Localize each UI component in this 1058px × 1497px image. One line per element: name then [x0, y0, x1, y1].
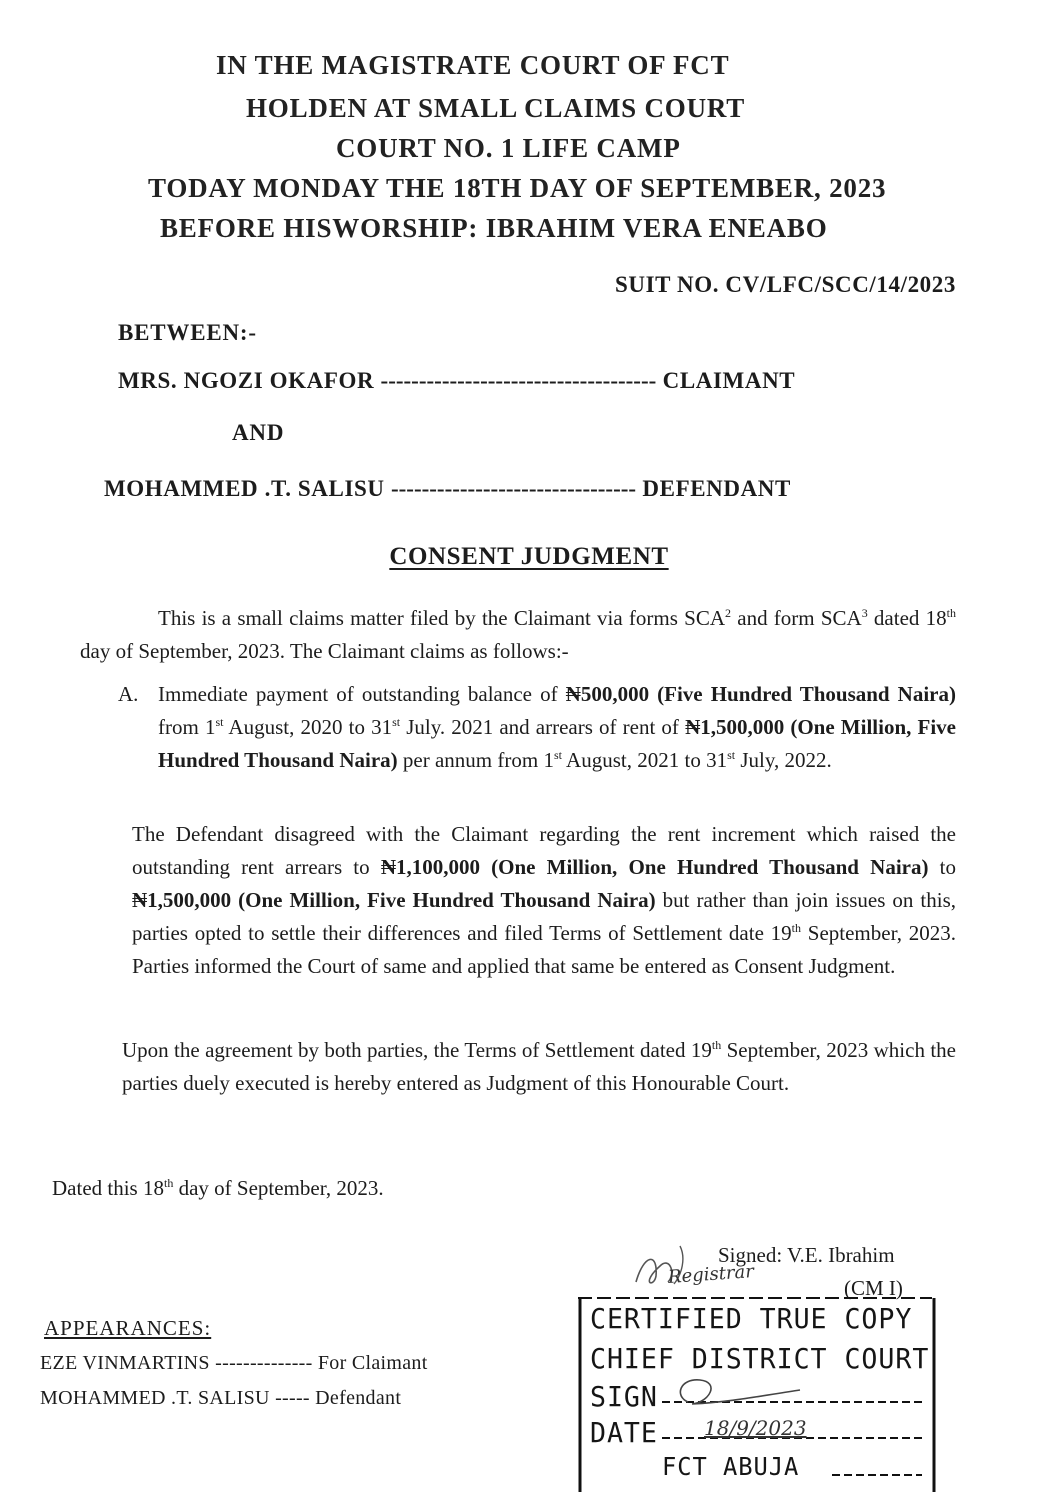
stamp-line-sign: SIGN: [590, 1380, 658, 1413]
defendant-dashes: --------------------------------: [390, 476, 637, 501]
suit-number: SUIT NO. CV/LFC/SCC/14/2023: [614, 272, 956, 297]
registrar-handwriting: Registrar: [667, 1261, 755, 1288]
claim-item-a: Immediate payment of outstanding balance of ₦500,000 (Five Hundred Thousand Naira) from 1st August, 2020 to 31st July. 2021 and arrears of rent of ₦1,500,000 (One Million, Five Hundred Thousand Naira) per annum from 1st August, 2021 to 31st July, 2022.: [158, 682, 956, 772]
claimant-role: CLAIMANT: [662, 368, 796, 393]
signatory-title: (CM I): [844, 1276, 903, 1300]
heading-line-3: COURT NO. 1 LIFE CAMP: [336, 133, 681, 163]
appearances-heading: APPEARANCES:: [44, 1316, 212, 1340]
defendant-role: DEFENDANT: [642, 476, 791, 501]
intro-paragraph: This is a small claims matter filed by the Claimant via forms SCA$^2$ and form SCA$^3$ dated 18th day of September, 2023. The Claimant claims as follows:-: [80, 606, 956, 663]
defendant-name: MOHAMMED .T. SALISU: [104, 476, 385, 501]
claimant-row: [118, 368, 795, 394]
heading-line-5: BEFORE HISWORSHIP: IBRAHIM VERA ENEABO: [160, 213, 828, 243]
claim-item-letter: A.: [118, 682, 139, 706]
sign-scribble: [670, 1372, 810, 1412]
heading-line-1: IN THE MAGISTRATE COURT OF FCT: [216, 50, 730, 80]
heading-line-4: TODAY MONDAY THE 18TH DAY OF SEPTEMBER, 2023: [148, 173, 887, 203]
heading-line-2: HOLDEN AT SMALL CLAIMS COURT: [246, 93, 746, 123]
claimant-dashes: ------------------------------------: [380, 368, 657, 393]
signed-by: Signed: V.E. Ibrahim: [718, 1243, 895, 1267]
stamp-handwritten-date: 18/9/2023: [704, 1416, 807, 1440]
stamp-line-location: FCT ABUJA: [662, 1452, 800, 1481]
claimant-name: MRS. NGOZI OKAFOR: [118, 368, 375, 393]
stamp-line-certified: CERTIFIED TRUE COPY: [590, 1302, 913, 1335]
stamp-line-date: DATE: [590, 1416, 658, 1449]
between-label: BETWEEN:-: [118, 320, 257, 345]
judgment-paragraph: Upon the agreement by both parties, the Terms of Settlement dated 19th September, 2023 which the parties duely executed is hereby entered as Judgment of this Honourable Court.: [122, 1038, 956, 1095]
defendant-row: [104, 476, 791, 502]
and-label: AND: [232, 420, 285, 445]
document-title: CONSENT JUDGMENT: [389, 543, 669, 570]
appearance-claimant: EZE VINMARTINS -------------- For Claimant: [40, 1352, 428, 1374]
appearance-defendant: MOHAMMED .T. SALISU ----- Defendant: [40, 1387, 402, 1409]
stamp-line-court: CHIEF DISTRICT COURT: [590, 1342, 930, 1375]
defendant-paragraph: The Defendant disagreed with the Claimant regarding the rent increment which raised the outstanding rent arrears to ₦1,100,000 (One Million, One Hundred Thousand Naira) to ₦1,500,000 (One Million, Five Hundred Thousand Naira) but rather than join issues on this, parties opted to settle their differences and filed Terms of Settlement date 19th September, 2023. Parties informed the Court of same and applied that same be entered as Consent Judgment.: [132, 822, 957, 978]
dated-line: Dated this 18th day of September, 2023.: [52, 1176, 384, 1200]
